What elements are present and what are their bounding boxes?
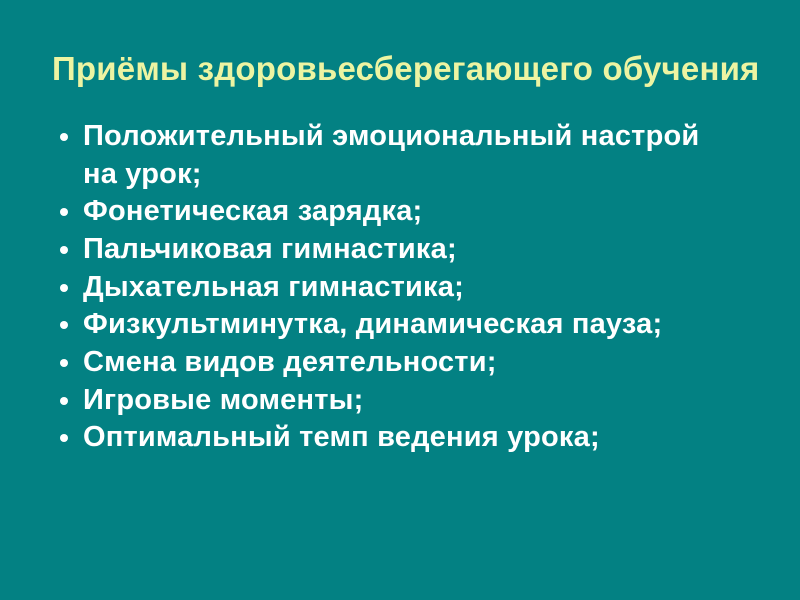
bullet-text: Физкультминутка, динамическая пауза;	[83, 308, 663, 341]
bullet-icon	[60, 434, 68, 442]
bullet-list	[0, 118, 800, 457]
bullet-item	[60, 344, 736, 382]
bullet-item	[60, 419, 736, 457]
bullet-item	[60, 306, 736, 344]
bullet-icon	[60, 321, 68, 329]
bullet-item	[60, 118, 736, 193]
bullet-item	[60, 193, 736, 231]
bullet-text: Фонетическая зарядка;	[83, 195, 423, 228]
bullet-text: Оптимальный темп ведения урока;	[83, 421, 600, 454]
bullet-text: Дыхательная гимнастика;	[83, 270, 464, 303]
bullet-icon	[60, 397, 68, 405]
bullet-text: Пальчиковая гимнастика;	[83, 233, 457, 265]
bullet-item	[60, 231, 736, 269]
bullet-icon	[60, 246, 68, 254]
bullet-icon	[60, 359, 68, 367]
bullet-icon	[60, 133, 68, 141]
bullet-icon	[60, 208, 68, 216]
bullet-text: Положительный эмоциональный настрой на урок;	[83, 119, 700, 190]
bullet-item	[60, 269, 736, 307]
bullet-text: Игровые моменты;	[83, 383, 364, 416]
bullet-item	[60, 382, 736, 420]
slide-title: Приёмы здоровьесберегающего обучения	[52, 50, 760, 87]
bullet-text: Смена видов деятельности;	[83, 346, 497, 379]
bullet-icon	[60, 284, 68, 292]
